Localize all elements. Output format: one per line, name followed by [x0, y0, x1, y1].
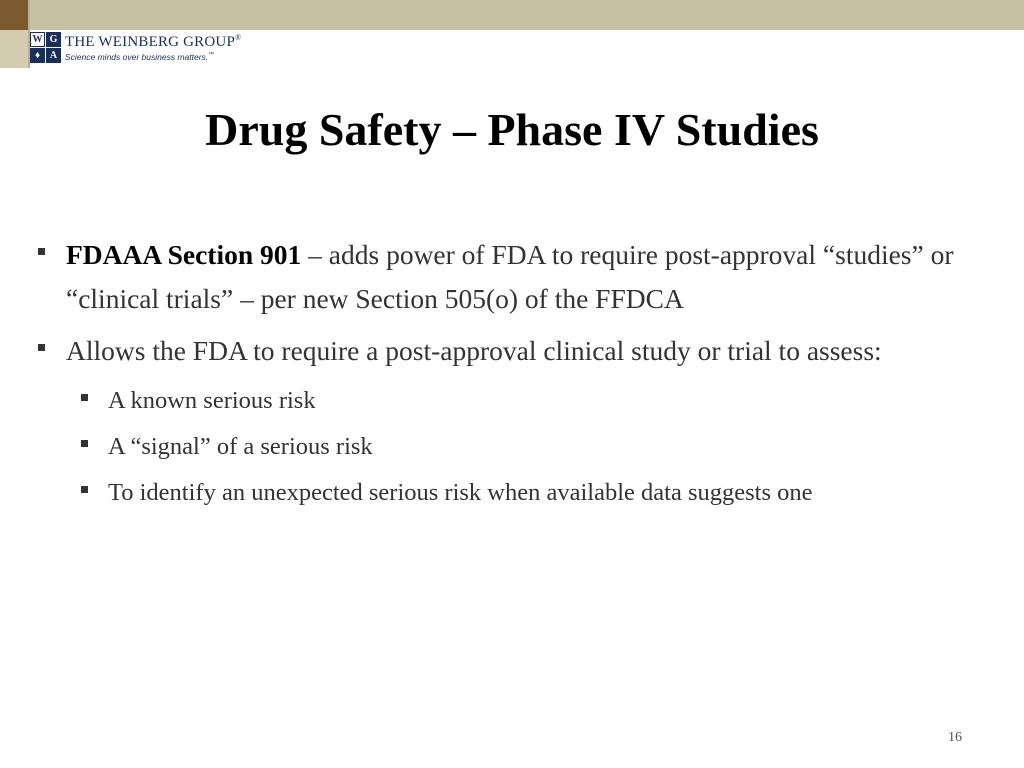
square-bullet-icon: [81, 394, 88, 401]
slide-title: Drug Safety – Phase IV Studies: [205, 104, 819, 155]
monogram-g: G: [46, 32, 61, 47]
sub-bullet-text: To identify an unexpected serious risk when available data suggests one: [108, 479, 813, 506]
bullet-text: – adds power of FDA to require post-approval “studies” or “clinical trials” – per new Section 505(o) of the FFDCA: [66, 239, 954, 314]
logo-monogram-icon: [30, 32, 61, 63]
square-bullet-icon: [81, 486, 88, 493]
company-logo: [30, 32, 241, 63]
monogram-w: W: [30, 32, 45, 47]
sub-bullet-item: [36, 427, 996, 467]
square-bullet-icon: [81, 440, 88, 447]
monogram-flask: A: [46, 48, 61, 63]
corner-light-block: [0, 30, 28, 68]
bullet-bold-lead: FDAAA Section 901: [66, 239, 302, 270]
corner-accent-block: [0, 0, 28, 30]
top-decorative-band: [0, 0, 1024, 30]
monogram-emblem: ♦: [30, 48, 45, 63]
sub-bullet-text: A “signal” of a serious risk: [108, 433, 373, 460]
page-number: 16: [948, 730, 962, 745]
bullet-text: Allows the FDA to require a post-approval clinical study or trial to assess:: [66, 335, 882, 366]
logo-tagline: Science minds over business matters.™: [65, 52, 215, 62]
bullet-item: [36, 233, 996, 321]
sub-bullet-item: [36, 381, 996, 421]
sub-bullet-item: [36, 473, 996, 513]
square-bullet-icon: [38, 344, 45, 351]
sub-bullet-text: A known serious risk: [108, 387, 316, 414]
bullet-list: [36, 233, 996, 519]
square-bullet-icon: [38, 248, 45, 255]
logo-name: THE WEINBERG GROUP®: [65, 33, 242, 50]
bullet-item: [36, 329, 996, 373]
